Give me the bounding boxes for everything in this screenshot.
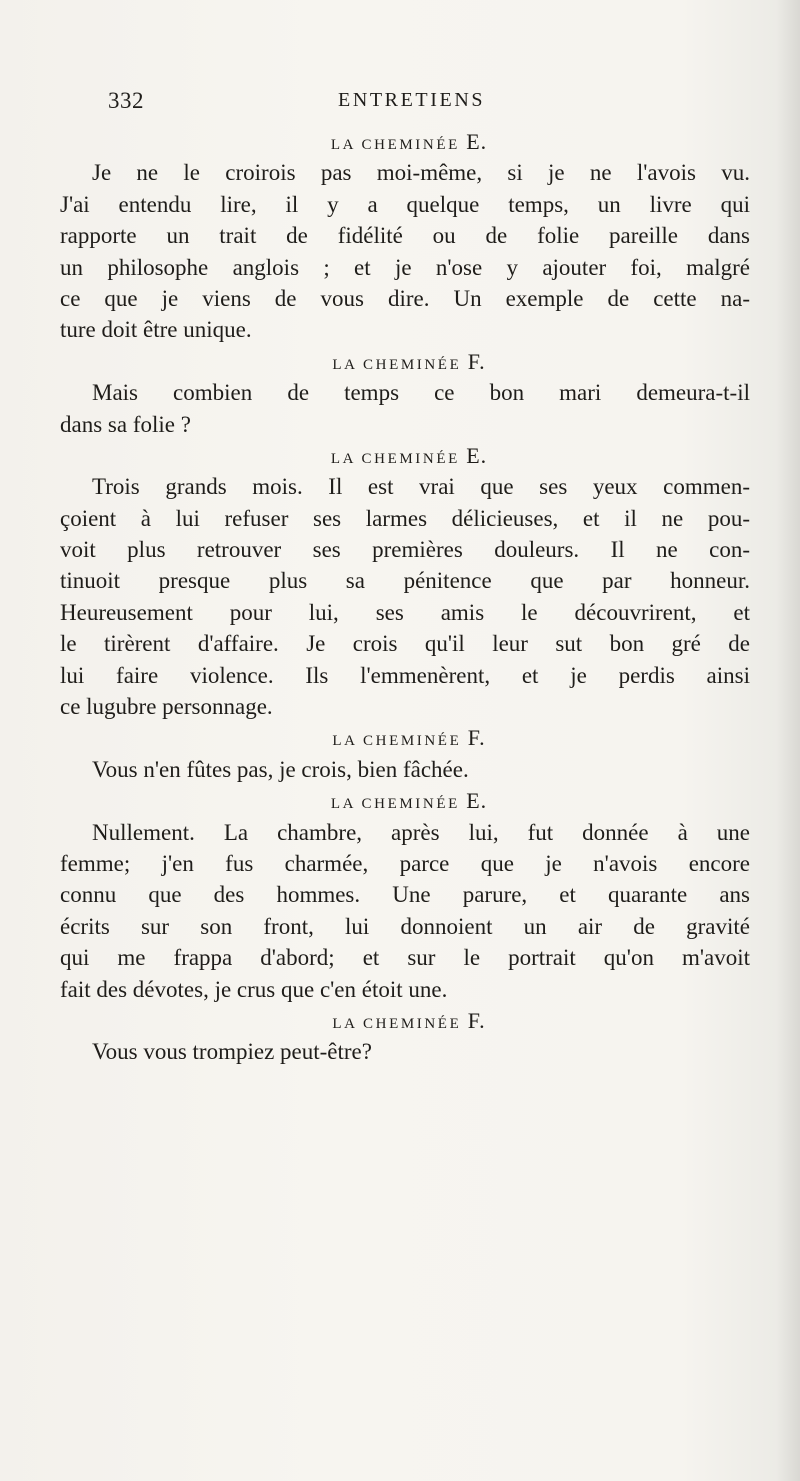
speaker-label <box>60 1005 750 1036</box>
dialogue-paragraph <box>60 754 750 785</box>
text-line: Vous n'en fûtes pas, je crois, bien fâchée. <box>92 756 469 782</box>
speaker-name: LA CHEMINÉE <box>330 796 467 813</box>
speaker-label <box>60 785 750 816</box>
speaker-letter: E. <box>466 129 488 154</box>
text-line: ce que je viens de vous dire. Un exemple de cette na- <box>60 285 750 311</box>
text-line: Vous vous trompiez peut-être? <box>92 1039 372 1065</box>
text-line: ce lugubre personnage. <box>60 694 273 720</box>
speaker-letter: F. <box>467 1007 486 1033</box>
dialogue-text <box>60 126 750 1068</box>
speaker-label <box>60 722 750 753</box>
speaker-label <box>60 126 750 157</box>
dialogue-paragraph <box>60 471 750 722</box>
speaker-letter: E. <box>466 442 488 468</box>
text-line: écrits sur son front, lui donnoient un air de gravité <box>60 913 750 939</box>
text-line: le tirèrent d'affaire. Je crois qu'il leur sut bon gré de <box>60 631 750 657</box>
dialogue-paragraph <box>60 1036 750 1067</box>
speaker-letter: F. <box>467 725 486 751</box>
text-line: tinuoit presque plus sa pénitence que par honneur. <box>60 568 750 594</box>
speaker-name: LA CHEMINÉE <box>330 450 467 467</box>
text-line: rapporte un trait de fidélité ou de folie pareille dans <box>60 223 750 249</box>
speaker-name: LA CHEMINÉE <box>332 356 468 373</box>
text-line: un philosophe anglois ; et je n'ose y ajouter foi, malgré <box>60 254 750 280</box>
speaker-letter: F. <box>467 348 486 374</box>
text-line: Nullement. La chambre, après lui, fut donnée à une <box>92 819 750 845</box>
text-line: fait des dévotes, je crus que c'en étoit une. <box>60 976 448 1002</box>
dialogue-paragraph <box>60 377 750 440</box>
page-header <box>108 88 608 122</box>
text-line: Je ne le croirois pas moi-même, si je ne l'avois vu. <box>92 160 750 186</box>
speaker-letter: E. <box>466 788 488 814</box>
dialogue-paragraph <box>60 817 750 1005</box>
page-number: 332 <box>108 88 144 113</box>
text-line: çoient à lui refuser ses larmes délicieuses, et il ne pou- <box>60 505 750 531</box>
speaker-name: LA CHEMINÉE <box>332 733 468 750</box>
text-line: qui me frappa d'abord; et sur le portrait qu'on m'avoit <box>60 945 750 971</box>
text-line: ture doit être unique. <box>60 317 252 343</box>
text-line: connu que des hommes. Une parure, et quarante ans <box>60 882 750 908</box>
text-line: J'ai entendu lire, il y a quelque temps, un livre qui <box>60 191 750 217</box>
text-line: femme; j'en fus charmée, parce que je n'avois encore <box>60 850 750 876</box>
text-line: Mais combien de temps ce bon mari demeura-t-il <box>92 380 750 406</box>
text-line: Trois grands mois. Il est vrai que ses yeux commen- <box>92 474 750 500</box>
dialogue-paragraph <box>60 157 750 345</box>
speaker-name: LA CHEMINÉE <box>330 137 467 153</box>
text-line: dans sa folie ? <box>60 411 191 437</box>
speaker-label <box>60 346 750 377</box>
text-line: voit plus retrouver ses premières douleurs. Il ne con- <box>60 537 750 563</box>
speaker-name: LA CHEMINÉE <box>332 1015 468 1032</box>
speaker-label <box>60 440 750 471</box>
text-line: Heureusement pour lui, ses amis le découvrirent, et <box>60 599 750 625</box>
running-head: ENTRETIENS <box>338 89 486 111</box>
text-line: lui faire violence. Ils l'emmenèrent, et je perdis ainsi <box>60 662 750 688</box>
